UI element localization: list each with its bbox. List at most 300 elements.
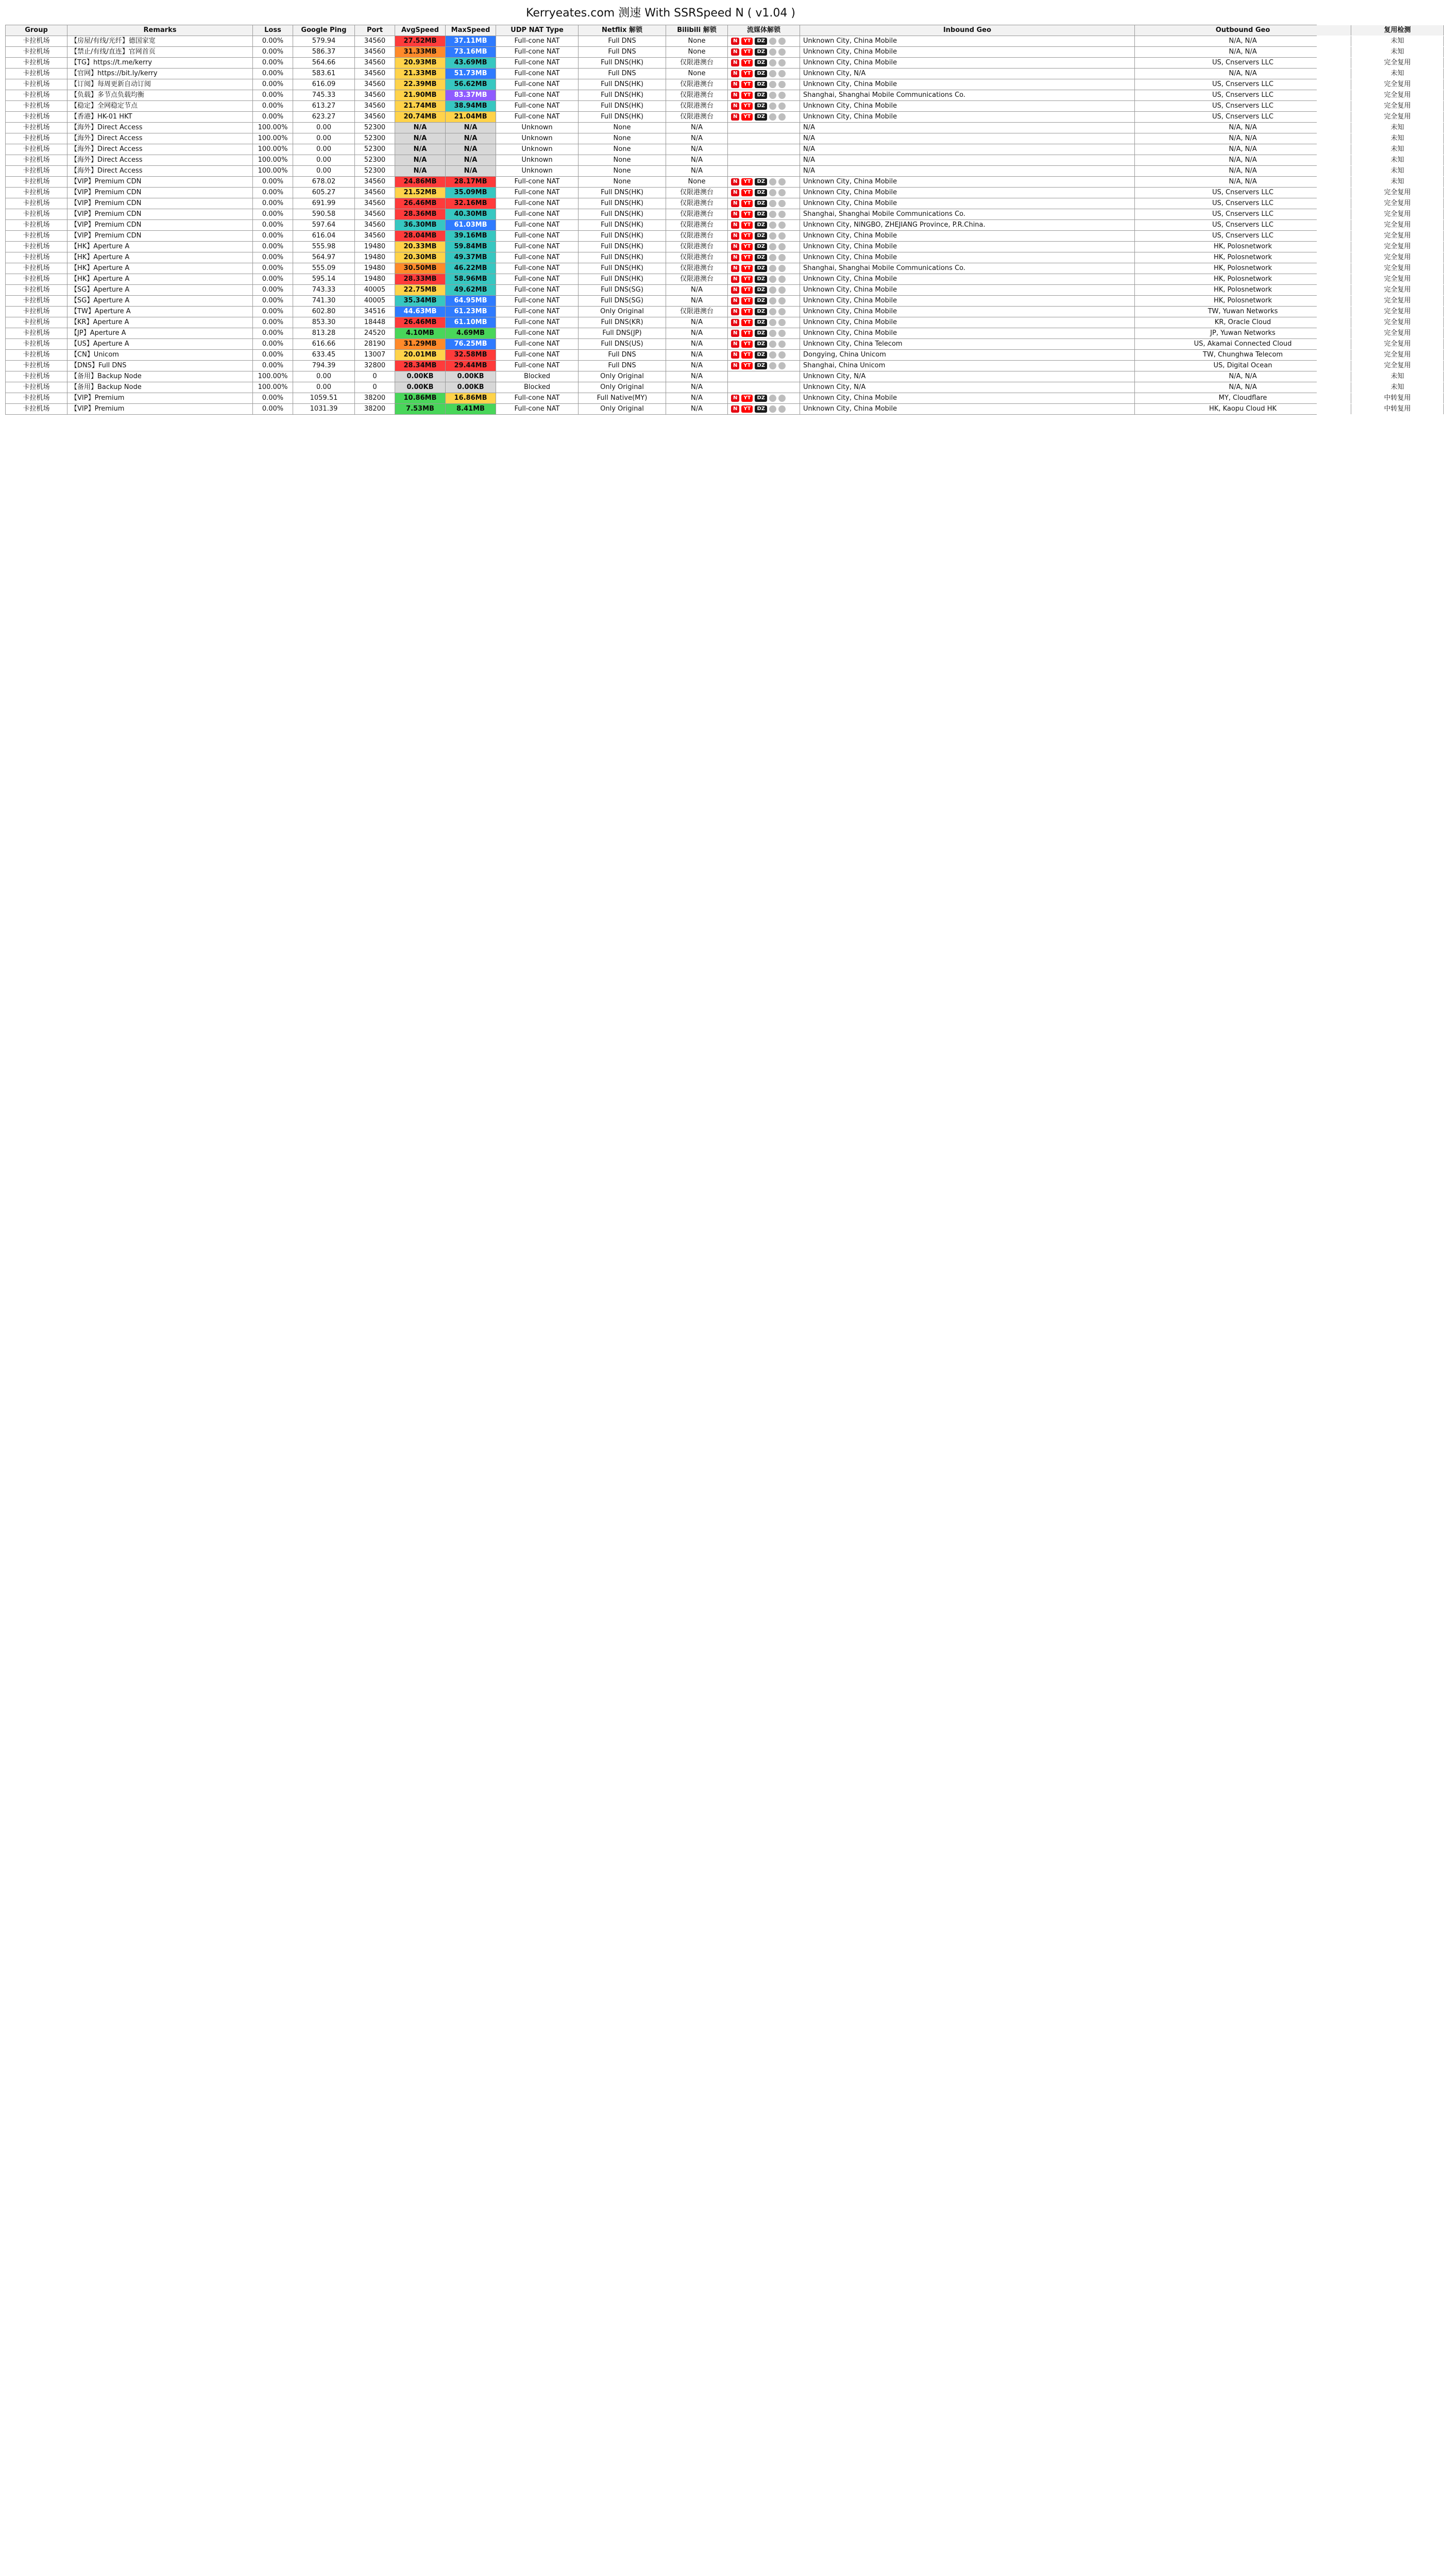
- cell-max-speed: 73.16MB: [446, 47, 496, 57]
- status-dot-icon: [778, 254, 786, 261]
- cell-port: 0: [355, 371, 395, 382]
- cell-inbound-geo: Shanghai, Shanghai Mobile Communications Co.: [800, 263, 1135, 274]
- cell-remarks: 【SG】Aperture A: [67, 285, 253, 295]
- cell-bilibili: N/A: [666, 166, 728, 176]
- netflix-icon: N: [731, 297, 739, 304]
- cell-outbound-geo: HK, Polosnetwork: [1135, 252, 1351, 263]
- cell-udp-nat-type: Full-cone NAT: [496, 36, 579, 46]
- cell-max-speed: N/A: [446, 133, 496, 144]
- cell-loss: 0.00%: [253, 361, 293, 371]
- status-dot-icon: [778, 200, 786, 207]
- cell-max-speed: 32.16MB: [446, 198, 496, 209]
- cell-netflix: None: [579, 155, 666, 165]
- cell-google-ping: 0.00: [293, 155, 355, 165]
- cell-multiplex-check: 完全复用: [1351, 198, 1444, 209]
- cell-avg-speed: 20.01MB: [395, 350, 446, 360]
- dazn-icon: DZ: [755, 297, 767, 304]
- col-streaming: 流媒体解锁: [728, 25, 800, 36]
- cell-netflix: Full DNS(HK): [579, 188, 666, 198]
- cell-inbound-geo: Dongying, China Unicom: [800, 350, 1135, 360]
- cell-netflix: Full DNS(HK): [579, 274, 666, 284]
- cell-remarks: 【HK】Aperture A: [67, 274, 253, 284]
- table-row: [6, 209, 1411, 220]
- table-row: [6, 296, 1411, 307]
- cell-netflix: Only Original: [579, 404, 666, 414]
- cell-loss: 0.00%: [253, 285, 293, 295]
- cell-bilibili: 仅限港澳台: [666, 58, 728, 68]
- cell-multiplex-check: 未知: [1351, 371, 1444, 382]
- cell-bilibili: 仅限港澳台: [666, 220, 728, 230]
- youtube-icon: YT: [741, 59, 753, 66]
- streaming-icons: [731, 382, 796, 393]
- table-row: [6, 274, 1411, 285]
- cell-bilibili: N/A: [666, 371, 728, 382]
- cell-group: 卡拉机场: [6, 69, 67, 79]
- cell-streaming: [728, 231, 800, 241]
- cell-multiplex-check: 完全复用: [1351, 101, 1444, 111]
- cell-udp-nat-type: Full-cone NAT: [496, 198, 579, 209]
- cell-udp-nat-type: Unknown: [496, 133, 579, 144]
- cell-remarks: 【JP】Aperture A: [67, 328, 253, 338]
- cell-udp-nat-type: Full-cone NAT: [496, 79, 579, 90]
- cell-group: 卡拉机场: [6, 133, 67, 144]
- cell-multiplex-check: 完全复用: [1351, 231, 1444, 241]
- cell-google-ping: 745.33: [293, 90, 355, 100]
- cell-group: 卡拉机场: [6, 252, 67, 263]
- status-dot-icon: [778, 265, 786, 272]
- table-row: [6, 317, 1411, 328]
- status-dot-icon: [769, 308, 776, 315]
- cell-outbound-geo: US, Cnservers LLC: [1135, 209, 1351, 219]
- cell-loss: 100.00%: [253, 144, 293, 155]
- cell-group: 卡拉机场: [6, 339, 67, 349]
- cell-max-speed: 51.73MB: [446, 69, 496, 79]
- cell-max-speed: 61.03MB: [446, 220, 496, 230]
- table-row: [6, 144, 1404, 155]
- status-dot-icon: [769, 254, 776, 261]
- cell-inbound-geo: Unknown City, China Mobile: [800, 252, 1135, 263]
- cell-udp-nat-type: Full-cone NAT: [496, 242, 579, 252]
- cell-port: 52300: [355, 123, 395, 133]
- cell-group: 卡拉机场: [6, 263, 67, 274]
- cell-avg-speed: N/A: [395, 133, 446, 144]
- netflix-icon: N: [731, 48, 739, 56]
- cell-multiplex-check: 未知: [1351, 47, 1444, 57]
- streaming-icons: [731, 220, 796, 230]
- netflix-icon: N: [731, 59, 739, 66]
- cell-outbound-geo: US, Cnservers LLC: [1135, 58, 1351, 68]
- cell-streaming: [728, 307, 800, 317]
- streaming-icons: [731, 47, 796, 57]
- cell-streaming: [728, 36, 800, 46]
- status-dot-icon: [769, 189, 776, 196]
- cell-max-speed: 0.00KB: [446, 371, 496, 382]
- status-dot-icon: [769, 351, 776, 359]
- cell-inbound-geo: Unknown City, China Mobile: [800, 177, 1135, 187]
- cell-max-speed: 76.25MB: [446, 339, 496, 349]
- cell-group: 卡拉机场: [6, 361, 67, 371]
- cell-google-ping: 0.00: [293, 166, 355, 176]
- cell-port: 34560: [355, 90, 395, 100]
- cell-port: 34560: [355, 79, 395, 90]
- cell-outbound-geo: N/A, N/A: [1135, 382, 1351, 393]
- cell-remarks: 【稳定】全网稳定节点: [67, 101, 253, 111]
- table-row: [6, 101, 1411, 112]
- status-dot-icon: [778, 211, 786, 218]
- cell-streaming: [728, 220, 800, 230]
- cell-netflix: Full DNS(HK): [579, 242, 666, 252]
- status-dot-icon: [778, 341, 786, 348]
- cell-google-ping: 0.00: [293, 123, 355, 133]
- cell-port: 34516: [355, 307, 395, 317]
- cell-udp-nat-type: Full-cone NAT: [496, 350, 579, 360]
- cell-outbound-geo: HK, Polosnetwork: [1135, 285, 1351, 295]
- cell-port: 19480: [355, 242, 395, 252]
- dazn-icon: DZ: [755, 254, 767, 261]
- cell-bilibili: N/A: [666, 361, 728, 371]
- cell-outbound-geo: US, Cnservers LLC: [1135, 188, 1351, 198]
- streaming-icons: [731, 404, 796, 414]
- cell-google-ping: 595.14: [293, 274, 355, 284]
- netflix-icon: N: [731, 362, 739, 369]
- cell-google-ping: 564.97: [293, 252, 355, 263]
- cell-multiplex-check: 完全复用: [1351, 317, 1444, 328]
- cell-loss: 0.00%: [253, 198, 293, 209]
- netflix-icon: N: [731, 113, 739, 121]
- cell-outbound-geo: US, Cnservers LLC: [1135, 198, 1351, 209]
- table-row: [6, 69, 1404, 79]
- cell-udp-nat-type: Full-cone NAT: [496, 252, 579, 263]
- cell-max-speed: 58.96MB: [446, 274, 496, 284]
- cell-outbound-geo: US, Akamai Connected Cloud: [1135, 339, 1351, 349]
- streaming-icons: [731, 123, 796, 133]
- status-dot-icon: [769, 362, 776, 369]
- cell-port: 34560: [355, 231, 395, 241]
- cell-loss: 0.00%: [253, 274, 293, 284]
- cell-multiplex-check: 完全复用: [1351, 296, 1444, 306]
- cell-bilibili: N/A: [666, 393, 728, 403]
- cell-port: 34560: [355, 36, 395, 46]
- cell-inbound-geo: N/A: [800, 123, 1135, 133]
- cell-bilibili: 仅限港澳台: [666, 79, 728, 90]
- netflix-icon: N: [731, 330, 739, 337]
- cell-multiplex-check: 中转复用: [1351, 393, 1444, 403]
- cell-netflix: Full DNS(HK): [579, 198, 666, 209]
- dazn-icon: DZ: [755, 113, 767, 121]
- status-dot-icon: [769, 297, 776, 304]
- cell-streaming: [728, 242, 800, 252]
- cell-google-ping: 583.61: [293, 69, 355, 79]
- streaming-icons: [731, 296, 796, 306]
- streaming-icons: [731, 393, 796, 403]
- cell-avg-speed: 26.46MB: [395, 317, 446, 328]
- streaming-icons: [731, 317, 796, 328]
- cell-streaming: [728, 361, 800, 371]
- cell-max-speed: N/A: [446, 155, 496, 165]
- cell-avg-speed: 7.53MB: [395, 404, 446, 414]
- status-dot-icon: [769, 243, 776, 250]
- table-row: [6, 307, 1411, 317]
- col-udp-nat-type: UDP NAT Type: [496, 25, 579, 36]
- cell-port: 32800: [355, 361, 395, 371]
- cell-google-ping: 813.28: [293, 328, 355, 338]
- cell-group: 卡拉机场: [6, 177, 67, 187]
- netflix-icon: N: [731, 286, 739, 294]
- cell-outbound-geo: N/A, N/A: [1135, 155, 1351, 165]
- dazn-icon: DZ: [755, 308, 767, 315]
- streaming-icons: [731, 79, 796, 90]
- cell-outbound-geo: TW, Chunghwa Telecom: [1135, 350, 1351, 360]
- cell-multiplex-check: 完全复用: [1351, 350, 1444, 360]
- netflix-icon: N: [731, 70, 739, 77]
- cell-inbound-geo: Unknown City, N/A: [800, 382, 1135, 393]
- cell-avg-speed: 31.33MB: [395, 47, 446, 57]
- cell-group: 卡拉机场: [6, 209, 67, 219]
- cell-outbound-geo: HK, Kaopu Cloud HK: [1135, 404, 1351, 414]
- cell-remarks: 【香港】HK-01 HKT: [67, 112, 253, 122]
- cell-group: 卡拉机场: [6, 90, 67, 100]
- cell-max-speed: 0.00KB: [446, 382, 496, 393]
- cell-loss: 0.00%: [253, 47, 293, 57]
- cell-port: 52300: [355, 166, 395, 176]
- cell-loss: 0.00%: [253, 177, 293, 187]
- cell-max-speed: 40.30MB: [446, 209, 496, 219]
- cell-udp-nat-type: Full-cone NAT: [496, 220, 579, 230]
- cell-multiplex-check: 未知: [1351, 166, 1444, 176]
- cell-multiplex-check: 完全复用: [1351, 112, 1444, 122]
- table-row: [6, 242, 1411, 252]
- status-dot-icon: [769, 200, 776, 207]
- streaming-icons: [731, 188, 796, 198]
- cell-streaming: [728, 188, 800, 198]
- cell-netflix: Full DNS(HK): [579, 101, 666, 111]
- cell-netflix: Full DNS(SG): [579, 296, 666, 306]
- cell-multiplex-check: 未知: [1351, 382, 1444, 393]
- cell-multiplex-check: 未知: [1351, 123, 1444, 133]
- cell-remarks: 【US】Aperture A: [67, 339, 253, 349]
- cell-bilibili: 仅限港澳台: [666, 263, 728, 274]
- cell-avg-speed: 31.29MB: [395, 339, 446, 349]
- cell-google-ping: 586.37: [293, 47, 355, 57]
- streaming-icons: [731, 285, 796, 295]
- cell-loss: 0.00%: [253, 252, 293, 263]
- cell-inbound-geo: Unknown City, China Mobile: [800, 198, 1135, 209]
- netflix-icon: N: [731, 254, 739, 261]
- cell-netflix: Full DNS(HK): [579, 263, 666, 274]
- youtube-icon: YT: [741, 232, 753, 240]
- cell-inbound-geo: Unknown City, NINGBO, ZHEJIANG Province, P.R.China.: [800, 220, 1135, 230]
- cell-inbound-geo: Unknown City, China Mobile: [800, 47, 1135, 57]
- cell-outbound-geo: HK, Polosnetwork: [1135, 296, 1351, 306]
- cell-udp-nat-type: Full-cone NAT: [496, 307, 579, 317]
- cell-remarks: 【海外】Direct Access: [67, 155, 253, 165]
- cell-port: 40005: [355, 285, 395, 295]
- cell-avg-speed: 20.74MB: [395, 112, 446, 122]
- cell-multiplex-check: 完全复用: [1351, 307, 1444, 317]
- cell-udp-nat-type: Blocked: [496, 382, 579, 393]
- cell-remarks: 【KR】Aperture A: [67, 317, 253, 328]
- cell-port: 34560: [355, 47, 395, 57]
- cell-google-ping: 623.27: [293, 112, 355, 122]
- cell-group: 卡拉机场: [6, 144, 67, 155]
- cell-multiplex-check: 未知: [1351, 69, 1444, 79]
- cell-port: 34560: [355, 58, 395, 68]
- streaming-icons: [731, 339, 796, 349]
- cell-loss: 100.00%: [253, 123, 293, 133]
- cell-inbound-geo: Unknown City, China Mobile: [800, 101, 1135, 111]
- cell-port: 19480: [355, 274, 395, 284]
- cell-udp-nat-type: Full-cone NAT: [496, 263, 579, 274]
- cell-multiplex-check: 完全复用: [1351, 263, 1444, 274]
- cell-avg-speed: 0.00KB: [395, 382, 446, 393]
- youtube-icon: YT: [741, 92, 753, 99]
- cell-bilibili: 仅限港澳台: [666, 188, 728, 198]
- cell-netflix: None: [579, 144, 666, 155]
- cell-netflix: Full DNS: [579, 350, 666, 360]
- cell-google-ping: 853.30: [293, 317, 355, 328]
- cell-streaming: [728, 112, 800, 122]
- cell-group: 卡拉机场: [6, 242, 67, 252]
- cell-outbound-geo: US, Cnservers LLC: [1135, 220, 1351, 230]
- cell-google-ping: 741.30: [293, 296, 355, 306]
- cell-inbound-geo: Unknown City, China Mobile: [800, 274, 1135, 284]
- cell-multiplex-check: 未知: [1351, 133, 1444, 144]
- youtube-icon: YT: [741, 211, 753, 218]
- dazn-icon: DZ: [755, 200, 767, 207]
- cell-loss: 0.00%: [253, 58, 293, 68]
- cell-netflix: Full DNS(HK): [579, 252, 666, 263]
- cell-netflix: Full DNS(HK): [579, 209, 666, 219]
- status-dot-icon: [769, 330, 776, 337]
- cell-udp-nat-type: Full-cone NAT: [496, 274, 579, 284]
- cell-port: 52300: [355, 144, 395, 155]
- cell-udp-nat-type: Full-cone NAT: [496, 328, 579, 338]
- cell-port: 34560: [355, 69, 395, 79]
- cell-loss: 0.00%: [253, 296, 293, 306]
- netflix-icon: N: [731, 243, 739, 250]
- cell-group: 卡拉机场: [6, 274, 67, 284]
- cell-avg-speed: 44.63MB: [395, 307, 446, 317]
- cell-streaming: [728, 393, 800, 403]
- streaming-icons: [731, 209, 796, 219]
- cell-loss: 0.00%: [253, 263, 293, 274]
- cell-remarks: 【HK】Aperture A: [67, 242, 253, 252]
- status-dot-icon: [769, 38, 776, 45]
- cell-udp-nat-type: Full-cone NAT: [496, 231, 579, 241]
- table-row: [6, 371, 1404, 382]
- netflix-icon: N: [731, 276, 739, 283]
- status-dot-icon: [769, 276, 776, 283]
- status-dot-icon: [769, 113, 776, 121]
- cell-group: 卡拉机场: [6, 296, 67, 306]
- cell-inbound-geo: Unknown City, N/A: [800, 371, 1135, 382]
- table-header-row: [6, 25, 1411, 36]
- dazn-icon: DZ: [755, 265, 767, 272]
- cell-remarks: 【VIP】Premium: [67, 404, 253, 414]
- results-table: [5, 25, 1411, 415]
- streaming-icons: [731, 371, 796, 382]
- cell-udp-nat-type: Full-cone NAT: [496, 112, 579, 122]
- status-dot-icon: [778, 330, 786, 337]
- cell-netflix: Full DNS: [579, 361, 666, 371]
- cell-bilibili: None: [666, 47, 728, 57]
- youtube-icon: YT: [741, 265, 753, 272]
- cell-netflix: Full DNS: [579, 36, 666, 46]
- cell-google-ping: 613.27: [293, 101, 355, 111]
- cell-netflix: None: [579, 123, 666, 133]
- cell-max-speed: N/A: [446, 144, 496, 155]
- status-dot-icon: [778, 405, 786, 413]
- cell-loss: 0.00%: [253, 79, 293, 90]
- netflix-icon: N: [731, 189, 739, 196]
- cell-streaming: [728, 155, 800, 165]
- cell-streaming: [728, 371, 800, 382]
- status-dot-icon: [769, 395, 776, 402]
- cell-group: 卡拉机场: [6, 47, 67, 57]
- cell-remarks: 【DNS】Full DNS: [67, 361, 253, 371]
- youtube-icon: YT: [741, 319, 753, 326]
- cell-netflix: Full DNS(HK): [579, 90, 666, 100]
- cell-loss: 100.00%: [253, 133, 293, 144]
- table-row: [6, 285, 1411, 296]
- table-row: [6, 58, 1411, 69]
- cell-multiplex-check: 中转复用: [1351, 404, 1444, 414]
- streaming-icons: [731, 58, 796, 68]
- cell-multiplex-check: 未知: [1351, 177, 1444, 187]
- cell-inbound-geo: Unknown City, China Telecom: [800, 339, 1135, 349]
- cell-udp-nat-type: Full-cone NAT: [496, 90, 579, 100]
- dazn-icon: DZ: [755, 81, 767, 88]
- cell-netflix: Full DNS: [579, 69, 666, 79]
- youtube-icon: YT: [741, 308, 753, 315]
- cell-bilibili: 仅限港澳台: [666, 209, 728, 219]
- cell-google-ping: 579.94: [293, 36, 355, 46]
- cell-bilibili: N/A: [666, 155, 728, 165]
- streaming-icons: [731, 328, 796, 338]
- cell-inbound-geo: Unknown City, China Mobile: [800, 393, 1135, 403]
- cell-avg-speed: 4.10MB: [395, 328, 446, 338]
- cell-avg-speed: 28.04MB: [395, 231, 446, 241]
- cell-loss: 0.00%: [253, 90, 293, 100]
- cell-loss: 0.00%: [253, 393, 293, 403]
- cell-max-speed: 83.37MB: [446, 90, 496, 100]
- col-bilibili: Bilibili 解锁: [666, 25, 728, 36]
- cell-inbound-geo: Unknown City, China Mobile: [800, 328, 1135, 338]
- cell-streaming: [728, 133, 800, 144]
- cell-inbound-geo: N/A: [800, 144, 1135, 155]
- streaming-icons: [731, 252, 796, 263]
- table-row: [6, 133, 1404, 144]
- table-row: [6, 112, 1411, 123]
- status-dot-icon: [769, 48, 776, 56]
- col-google-ping: Google Ping: [293, 25, 355, 36]
- cell-avg-speed: 22.39MB: [395, 79, 446, 90]
- cell-avg-speed: 35.34MB: [395, 296, 446, 306]
- streaming-icons: [731, 263, 796, 274]
- cell-avg-speed: 21.52MB: [395, 188, 446, 198]
- netflix-icon: N: [731, 222, 739, 229]
- cell-inbound-geo: N/A: [800, 155, 1135, 165]
- cell-streaming: [728, 328, 800, 338]
- cell-udp-nat-type: Full-cone NAT: [496, 177, 579, 187]
- dazn-icon: DZ: [755, 330, 767, 337]
- cell-google-ping: 597.64: [293, 220, 355, 230]
- cell-streaming: [728, 47, 800, 57]
- cell-streaming: [728, 58, 800, 68]
- youtube-icon: YT: [741, 297, 753, 304]
- cell-bilibili: 仅限港澳台: [666, 274, 728, 284]
- cell-outbound-geo: N/A, N/A: [1135, 69, 1351, 79]
